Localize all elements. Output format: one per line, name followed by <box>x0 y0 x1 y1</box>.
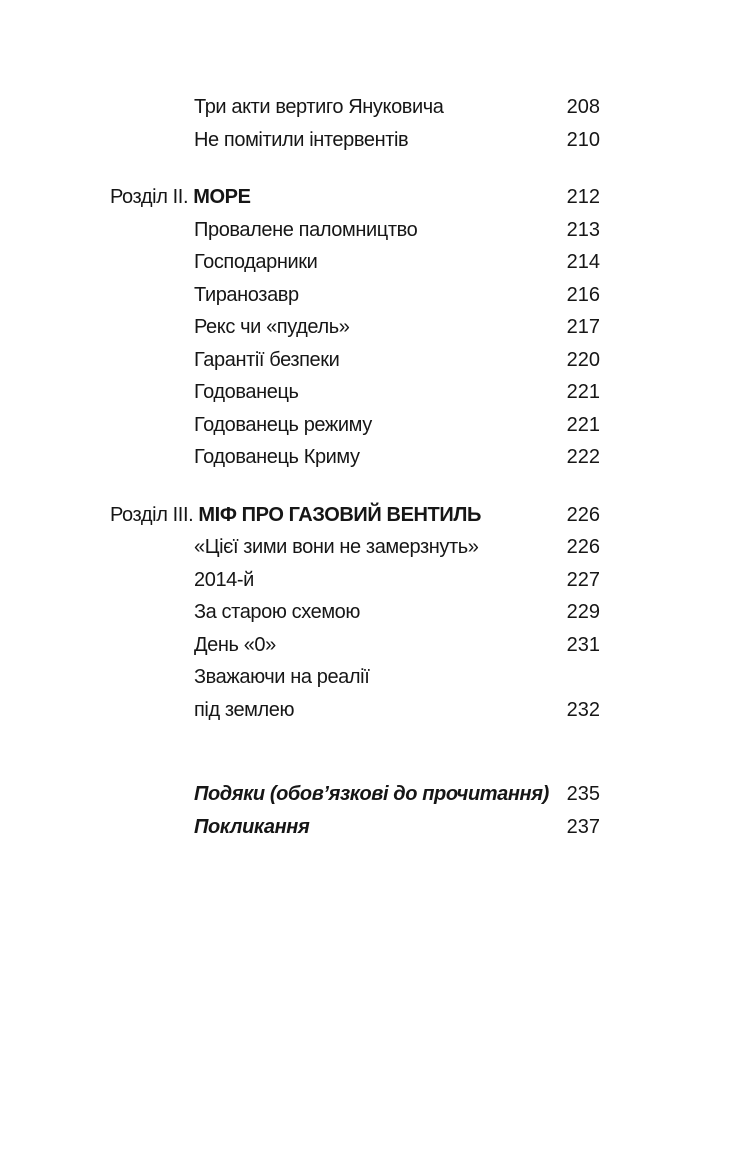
entry-title: За старою схемою <box>194 601 360 623</box>
toc-entry <box>110 564 600 597</box>
toc-entry-wrapped-line-1 <box>110 661 600 694</box>
entry-page-number: 220 <box>566 348 600 371</box>
entry-title: Годованець Криму <box>194 446 360 468</box>
entry-page-number: 208 <box>566 96 600 118</box>
toc-entry <box>110 629 600 662</box>
toc-entry <box>110 246 600 279</box>
entry-title: Подяки (обов’язкові до прочитання) <box>194 783 549 805</box>
entry-page-number: 229 <box>566 601 600 623</box>
toc-entry <box>110 531 600 564</box>
entry-title: «Цієї зими вони не замерзнуть» <box>194 536 479 558</box>
toc-chapter-entry <box>110 499 600 532</box>
toc-entry <box>110 596 600 629</box>
entry-title: Три акти вертиго Януковича <box>194 96 444 118</box>
entry-title: Рекс чи «пудель» <box>194 316 350 338</box>
entry-title: Гарантії безпеки <box>194 348 340 371</box>
chapter-title: МІФ ПРО ГАЗОВИЙ ВЕНТИЛЬ <box>198 503 481 526</box>
toc-entry <box>110 279 600 312</box>
entry-page-number: 232 <box>566 698 600 721</box>
entry-page-number: 210 <box>566 128 600 151</box>
toc-chapter-entry <box>110 181 600 214</box>
entry-title: Провалене паломництво <box>194 218 418 241</box>
toc-entry <box>110 441 600 474</box>
toc-entry <box>110 311 600 344</box>
entry-page-number: 237 <box>566 815 600 838</box>
toc-entry <box>110 214 600 247</box>
chapter-label <box>110 181 251 214</box>
entry-title: Зважаючи на реалії <box>194 666 370 688</box>
entry-page-number: 227 <box>566 568 600 591</box>
entry-page-number: 231 <box>566 633 600 656</box>
entry-title: Господарники <box>194 251 318 273</box>
chapter-prefix: Розділ II. <box>110 186 194 208</box>
entry-page-number: 221 <box>566 381 600 403</box>
entry-page-number: 222 <box>566 446 600 468</box>
toc-entry <box>110 376 600 409</box>
toc-entry <box>110 344 600 377</box>
chapter-title: МОРЕ <box>193 186 251 208</box>
toc-entry <box>110 91 600 124</box>
entry-title: Годованець <box>194 381 299 403</box>
entry-page-number: 214 <box>566 251 600 273</box>
toc-entry <box>110 778 600 811</box>
entry-title: Годованець режиму <box>194 413 372 436</box>
entry-page-number: 217 <box>566 316 600 338</box>
toc-entry-wrapped-line-2 <box>110 694 600 727</box>
entry-page-number: 212 <box>566 186 600 208</box>
table-of-contents <box>110 91 600 843</box>
toc-entry <box>110 811 600 844</box>
entry-title: Не помітили інтервентів <box>194 128 409 151</box>
entry-page-number: 226 <box>566 503 600 526</box>
entry-title: 2014-й <box>194 568 254 591</box>
entry-title: Тиранозавр <box>194 283 299 306</box>
entry-title: День «0» <box>194 633 276 656</box>
entry-page-number: 216 <box>566 283 600 306</box>
entry-page-number: 226 <box>566 536 600 558</box>
toc-entry <box>110 124 600 157</box>
entry-page-number: 213 <box>566 218 600 241</box>
toc-entry <box>110 409 600 442</box>
entry-page-number: 221 <box>566 413 600 436</box>
chapter-prefix: Розділ III. <box>110 503 199 526</box>
entry-title: під землею <box>194 698 295 721</box>
entry-title: Покликання <box>194 815 310 838</box>
chapter-label <box>110 499 481 532</box>
entry-page-number: 235 <box>566 783 600 805</box>
